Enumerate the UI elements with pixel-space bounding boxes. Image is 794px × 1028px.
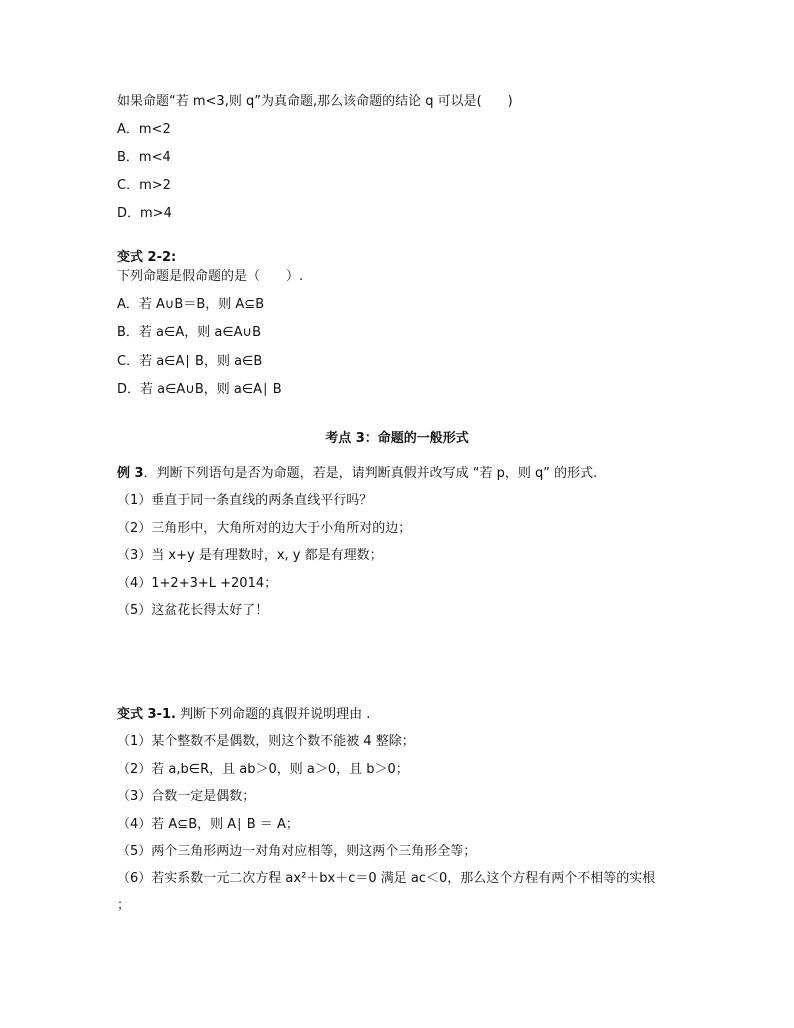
- example-text: ．判断下列语句是否为命题，若是，请判断真假并改写成 “若 p，则 q” 的形式.: [143, 466, 598, 481]
- list-item: （6）若实系数一元二次方程 ax²＋bx＋c＝0 满足 ac＜0，那么这个方程有两个不相等的实根: [117, 871, 656, 886]
- variant-2-2-label: 变式 2-2:: [117, 250, 177, 265]
- option-b: B．m<4: [117, 150, 171, 165]
- section-heading: 考点 3：命题的一般形式: [325, 431, 469, 446]
- option-d: D．m>4: [117, 206, 172, 221]
- question-stem: 如果命题“若 m<3,则 q”为真命题,那么该命题的结论 q 可以是( ): [117, 94, 513, 109]
- variant-2-2-stem: 下列命题是假命题的是（ ）.: [117, 269, 304, 284]
- option-c: C．m>2: [117, 178, 171, 193]
- option-a: A．m<2: [117, 122, 171, 137]
- option-b: B．若 a∈A，则 a∈A∪B: [117, 325, 261, 340]
- option-c: C．若 a∈A∣ B，则 a∈B: [117, 354, 263, 369]
- example-3-prompt: [117, 465, 597, 483]
- example-label: 例 3: [117, 466, 144, 481]
- option-a: A．若 A∪B＝B，则 A⊆B: [117, 297, 265, 312]
- list-item-continuation: ；: [117, 898, 131, 913]
- variant-3-1-label: 变式 3-1.: [117, 707, 176, 722]
- list-item: （4）1+2+3+L +2014；: [117, 576, 278, 591]
- variant-3-1-prompt: [117, 706, 370, 724]
- option-d: D．若 a∈A∪B，则 a∈A∣ B: [117, 382, 282, 397]
- list-item: （1）某个整数不是偶数，则这个数不能被 4 整除；: [117, 734, 415, 749]
- list-item: （4）若 A⊆B，则 A∣ B ＝ A；: [117, 817, 299, 832]
- list-item: （2）三角形中，大角所对的边大于小角所对的边；: [117, 521, 412, 536]
- list-item: （5）这盆花长得太好了！: [117, 603, 269, 618]
- list-item: （3）合数一定是偶数；: [117, 789, 256, 804]
- list-item: （2）若 a,b∈R，且 ab＞0，则 a＞0，且 b＞0；: [117, 762, 409, 777]
- list-item: （1）垂直于同一条直线的两条直线平行吗？: [117, 493, 373, 508]
- list-item: （5）两个三角形两边一对角对应相等，则这两个三角形全等；: [117, 844, 477, 859]
- variant-3-1-stem: 判断下列命题的真假并说明理由 .: [180, 707, 371, 722]
- list-item: （3）当 x+y 是有理数时，x, y 都是有理数；: [117, 548, 383, 563]
